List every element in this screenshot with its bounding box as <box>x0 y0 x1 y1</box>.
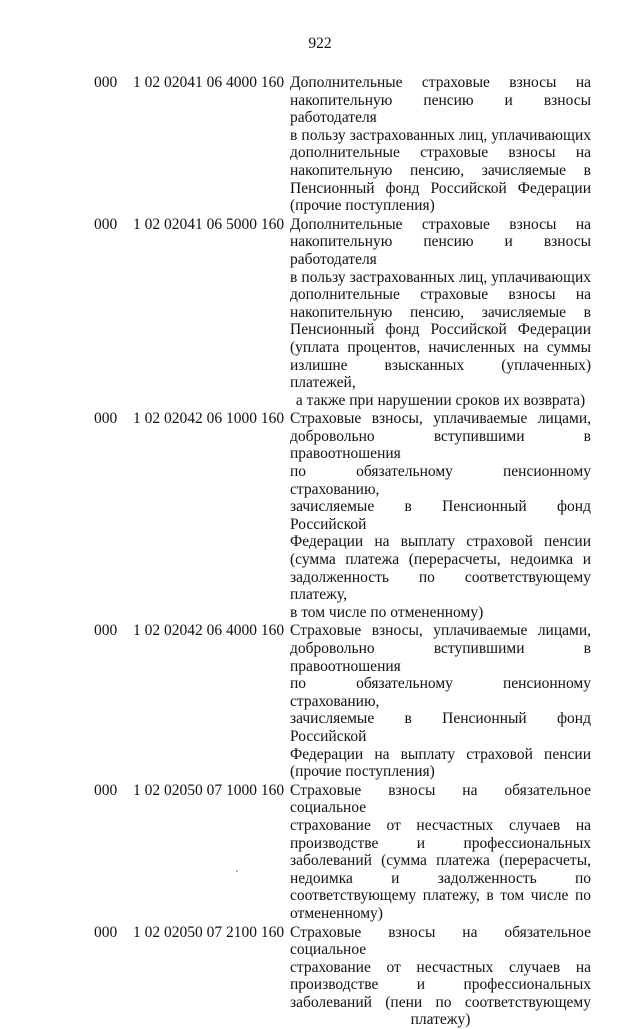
description-line: производстве и профессиональных <box>290 976 591 994</box>
budget-classification-code: 1 02 02042 06 4000 160 <box>133 622 284 640</box>
description-line: накопительную пенсию, зачисляемые в <box>290 304 591 322</box>
entry-description <box>290 74 591 215</box>
description-line: Страховые взносы, уплачиваемые лицами, <box>290 622 591 640</box>
description-line: зачисляемые в Пенсионный фонд Российской <box>290 710 591 745</box>
budget-classification-code: 1 02 02041 06 4000 160 <box>133 74 284 92</box>
budget-classification-code: 1 02 02050 07 1000 160 <box>133 782 284 800</box>
admin-code: 000 <box>94 924 117 942</box>
list-item <box>0 924 640 1029</box>
description-line: в том числе по отмененному) <box>290 604 591 622</box>
list-item <box>0 74 640 215</box>
budget-classification-code: 1 02 02042 06 1000 160 <box>133 410 284 428</box>
list-item <box>0 782 640 923</box>
description-line: задолженность по соответствующему платежу, <box>290 569 591 604</box>
entry-description <box>290 410 591 621</box>
description-line: недоимка и задолженность по <box>290 870 591 888</box>
list-item <box>0 622 640 780</box>
admin-code: 000 <box>94 410 117 428</box>
description-line: Федерации на выплату страховой пенсии <box>290 533 591 551</box>
list-item <box>0 410 640 621</box>
description-line: добровольно вступившими в правоотношения <box>290 640 591 675</box>
description-line: страхование от несчастных случаев на <box>290 817 591 835</box>
entry-description <box>290 924 591 1029</box>
revenue-code-list <box>0 74 640 1029</box>
description-line: Дополнительные страховые взносы на <box>290 74 591 92</box>
description-line: по обязательному пенсионному страхованию, <box>290 463 591 498</box>
description-line: Страховые взносы, уплачиваемые лицами, <box>290 410 591 428</box>
description-line: (прочие поступления) <box>290 763 591 781</box>
scan-speck <box>236 870 238 872</box>
description-line: Страховые взносы на обязательное социальное <box>290 924 591 959</box>
entry-description <box>290 216 591 410</box>
budget-classification-code: 1 02 02050 07 2100 160 <box>133 924 284 942</box>
description-line: дополнительные страховые взносы на <box>290 144 591 162</box>
description-line: Пенсионный фонд Российской Федерации <box>290 180 591 198</box>
description-line: накопительную пенсию и взносы работодателя <box>290 92 591 127</box>
description-line: накопительную пенсию и взносы работодателя <box>290 233 591 268</box>
description-line: излишне взысканных (уплаченных) платежей, <box>290 357 591 392</box>
description-line: Страховые взносы на обязательное социальное <box>290 782 591 817</box>
entry-description <box>290 622 591 780</box>
description-line: (сумма платежа (перерасчеты, недоимка и <box>290 551 591 569</box>
description-line: Пенсионный фонд Российской Федерации <box>290 321 591 339</box>
description-line: Федерации на выплату страховой пенсии <box>290 746 591 764</box>
entry-description <box>290 782 591 923</box>
admin-code: 000 <box>94 216 117 234</box>
description-line: в пользу застрахованных лиц, уплачивающих <box>290 127 591 145</box>
list-item <box>0 216 640 410</box>
description-line: (прочие поступления) <box>290 197 591 215</box>
description-line: добровольно вступившими в правоотношения <box>290 428 591 463</box>
description-line: в пользу застрахованных лиц, уплачивающих <box>290 269 591 287</box>
description-line: а также при нарушении сроков их возврата) <box>290 392 591 410</box>
admin-code: 000 <box>94 782 117 800</box>
budget-classification-code: 1 02 02041 06 5000 160 <box>133 216 284 234</box>
admin-code: 000 <box>94 74 117 92</box>
description-line: платежу) <box>290 1011 591 1029</box>
description-line: накопительную пенсию, зачисляемые в <box>290 162 591 180</box>
description-line: по обязательному пенсионному страхованию, <box>290 675 591 710</box>
admin-code: 000 <box>94 622 117 640</box>
description-line: производстве и профессиональных <box>290 835 591 853</box>
description-line: заболеваний (сумма платежа (перерасчеты, <box>290 852 591 870</box>
description-line: соответствующему платежу, в том числе по <box>290 887 591 905</box>
description-line: отмененному) <box>290 905 591 923</box>
page-number: 922 <box>0 35 640 53</box>
description-line: зачисляемые в Пенсионный фонд Российской <box>290 498 591 533</box>
description-line: страхование от несчастных случаев на <box>290 959 591 977</box>
description-line: заболеваний (пени по соответствующему <box>290 994 591 1012</box>
description-line: Дополнительные страховые взносы на <box>290 216 591 234</box>
description-line: (уплата процентов, начисленных на суммы <box>290 339 591 357</box>
description-line: дополнительные страховые взносы на <box>290 286 591 304</box>
